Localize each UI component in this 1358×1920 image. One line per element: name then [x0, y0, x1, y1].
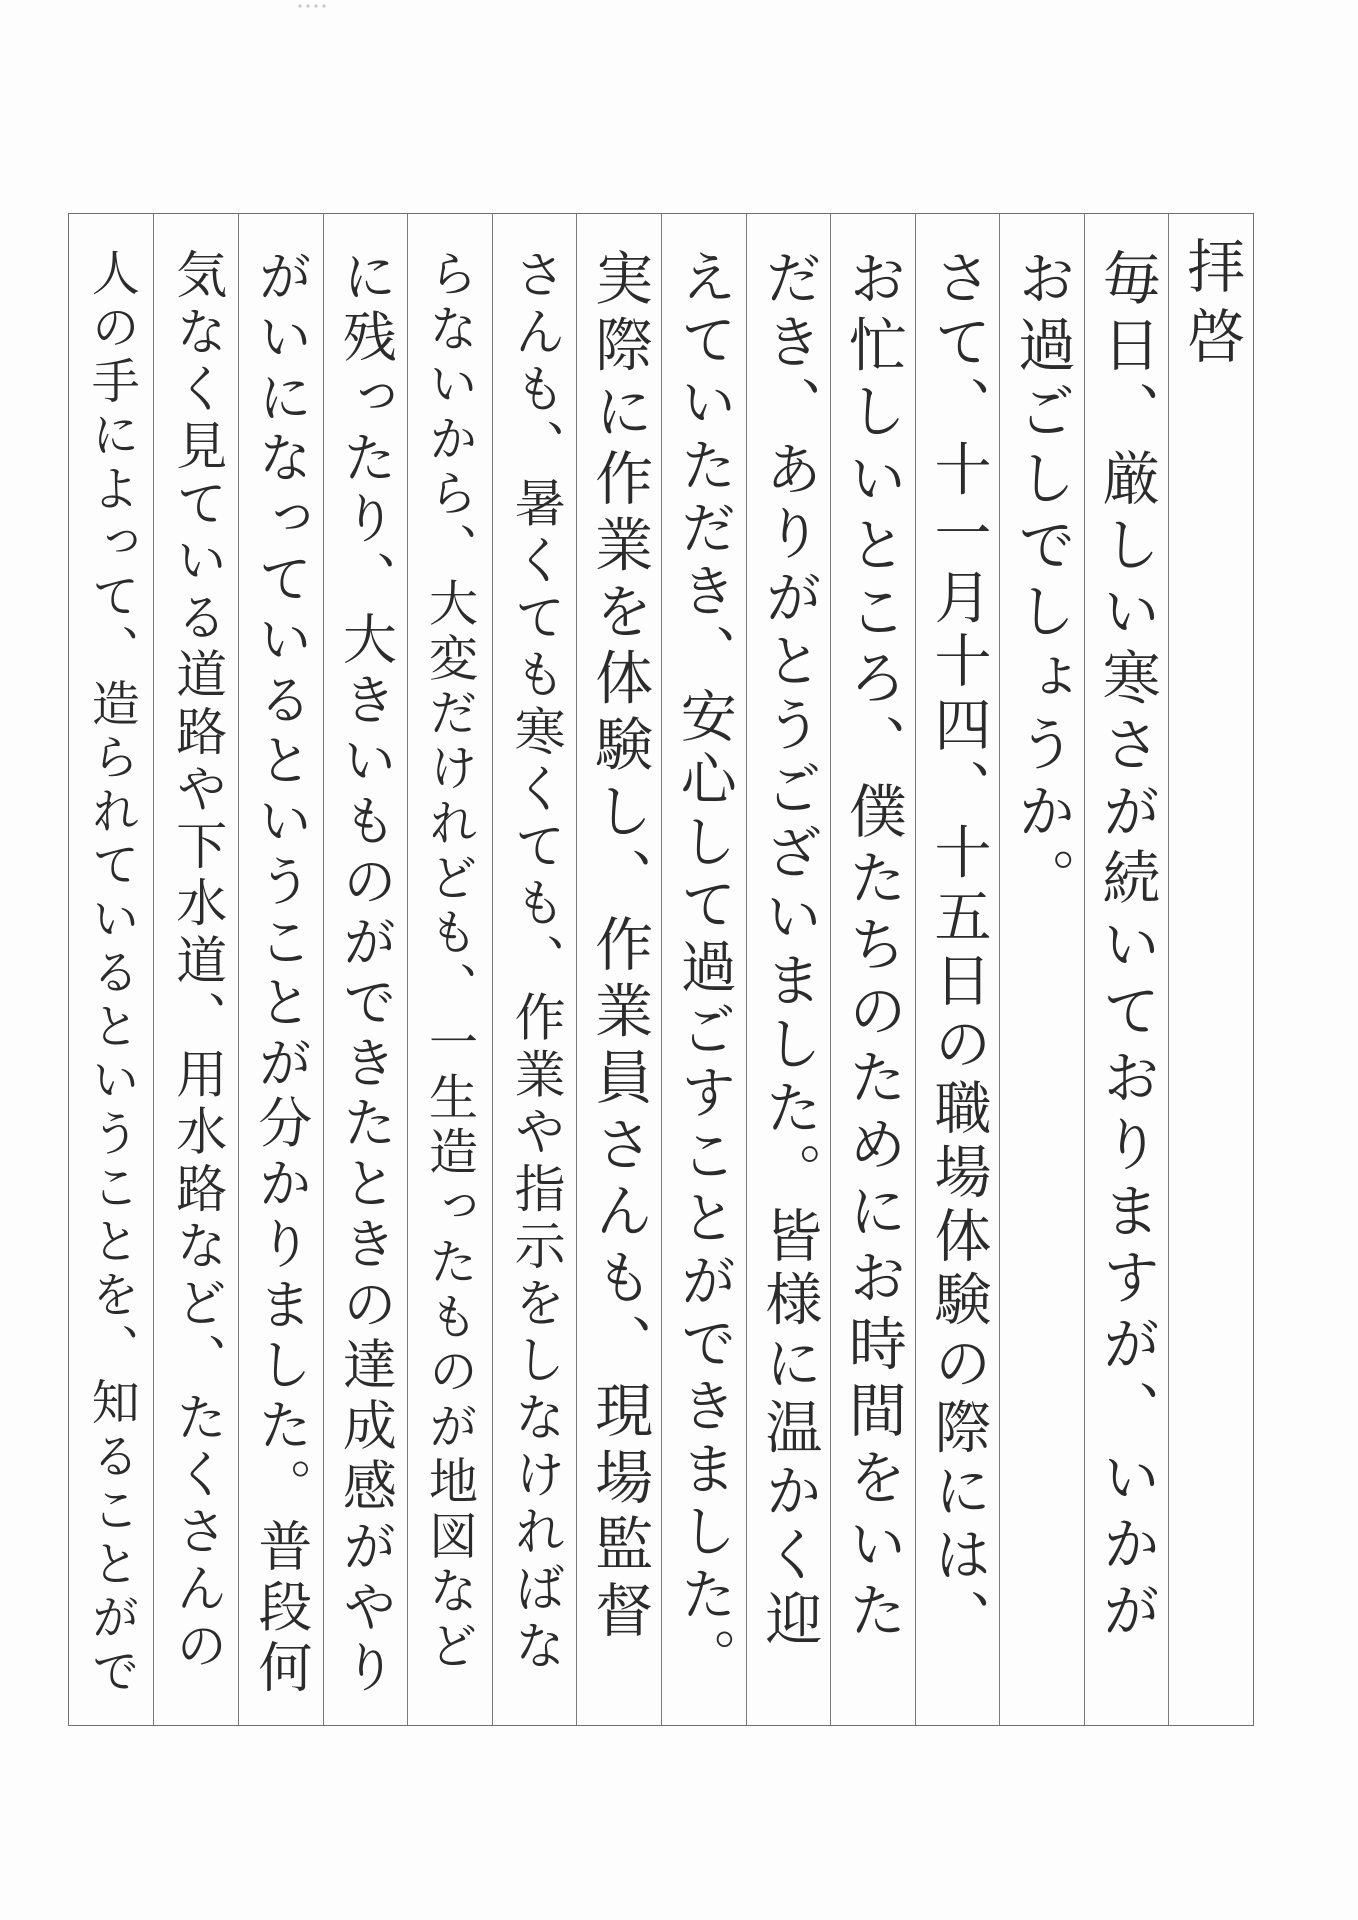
- letter-line: 実際に作業を体験し、作業員さんも、現場監督: [585, 248, 654, 1647]
- letter-column-9: [492, 214, 577, 1725]
- letter-line: がいになっているということが分かりました。普段何: [249, 248, 313, 1700]
- letter-line: さて、十一月十四、十五日の職場体験の際には、: [924, 248, 991, 1653]
- letter-column-6: [746, 214, 831, 1725]
- letter-column-8: [576, 214, 661, 1725]
- letter-line: お忙しいところ、僕たちのためにお時間をいた: [838, 248, 907, 1647]
- letter-column-10: [407, 214, 492, 1725]
- letter-column-13: [153, 214, 238, 1725]
- letter-line: だき、ありがとうございました。皆様に温かく迎: [755, 248, 822, 1653]
- letter-line: お過ごしでしょうか。: [1008, 248, 1077, 914]
- letter-line: 毎日、厳しい寒さが続いておりますが、いかが: [1092, 248, 1161, 1647]
- letter-column-11: [323, 214, 408, 1725]
- letter-column-4: [915, 214, 1000, 1725]
- letter-line: 人の手によって、造られているということを、知ることがで: [83, 248, 140, 1700]
- scan-speck: [296, 4, 326, 8]
- letter-column-14: [69, 214, 154, 1725]
- letter-line: 気なく見ている道路や下水道、用水路など、たくさんの: [166, 248, 226, 1676]
- letter-line: らないから、大変だけれども、一生造ったものが地図など: [421, 248, 479, 1675]
- letter-column-2: [1084, 214, 1169, 1725]
- letter-column-1: [1168, 214, 1253, 1725]
- letter-column-7: [661, 214, 746, 1725]
- salutation-text: 拝啓: [1177, 236, 1246, 376]
- letter-line: さんも、暑くても寒くても、作業や指示をしなければな: [505, 248, 565, 1676]
- letter-column-3: [999, 214, 1084, 1725]
- letter-column-12: [238, 214, 323, 1725]
- letter-column-5: [830, 214, 915, 1725]
- letter-line: えていただき、安心して過ごすことができました。: [671, 248, 737, 1691]
- manuscript-grid: [68, 213, 1254, 1726]
- letter-line: に残ったり、大きいものができたときの達成感がやり: [334, 248, 398, 1700]
